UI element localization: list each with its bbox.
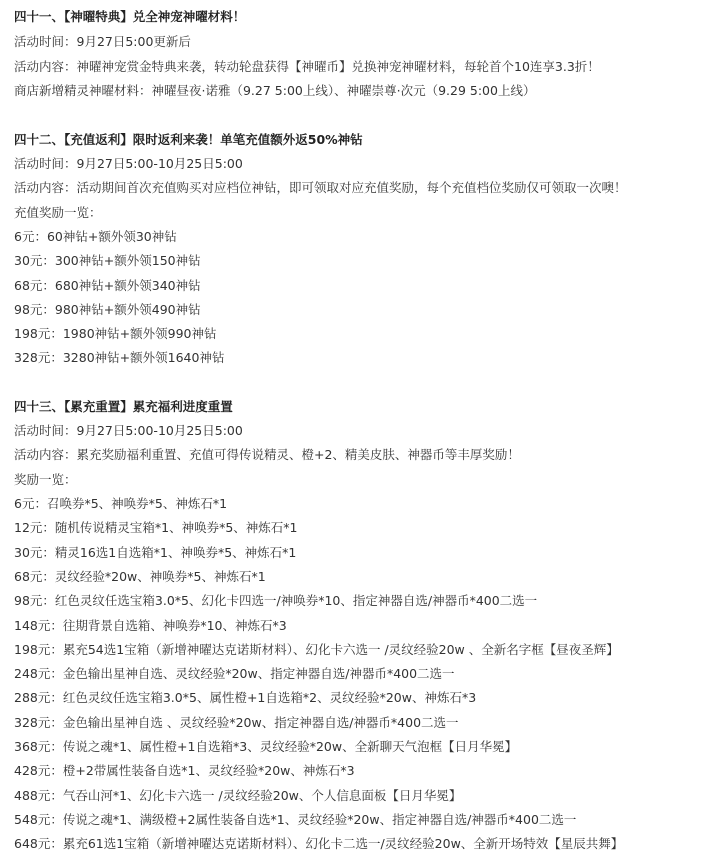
section-43-line: 活动内容：累充奖励福利重置、充值可得传说精灵、橙+2、精美皮肤、神器币等丰厚奖励！ (14, 447, 520, 462)
section-43-line: 68元：灵纹经验*20w、神唤券*5、神炼石*1 (14, 569, 266, 584)
section-42-line: 充值奖励一览： (14, 205, 102, 220)
section-43-line: 428元：橙+2带属性装备自选*1、灵纹经验*20w、神炼石*3 (14, 763, 355, 778)
section-43-line: 98元：红色灵纹任选宝箱3.0*5、幻化卡四选一/神唤券*10、指定神器自选/神器币*400二选一 (14, 593, 538, 608)
section-42-line: 活动时间：9月27日5:00-10月25日5:00 (14, 156, 243, 171)
section-43-line: 488元：气吞山河*1、幻化卡六选一 /灵纹经验20w、个人信息面板【日月华冕】 (14, 788, 462, 803)
section-42-line: 98元：980神钻+额外领490神钻 (14, 302, 201, 317)
section-43-line: 148元：往期背景自选箱、神唤券*10、神炼石*3 (14, 618, 287, 633)
section-43-line: 奖励一览： (14, 472, 77, 487)
section-41-line: 活动内容：神曜神宠赏金特典来袭，转动轮盘获得【神曜币】兑换神宠神曜材料，每轮首个10连享3.3折！ (14, 59, 600, 74)
section-43-title: 四十三、【累充重置】累充福利进度重置 (14, 399, 233, 414)
section-42-line: 30元：300神钻+额外领150神钻 (14, 253, 201, 268)
section-41-title: 四十一、【神曜特典】兑全神宠神曜材料！ (14, 9, 246, 24)
section-42-line: 6元：60神钻+额外领30神钻 (14, 229, 177, 244)
section-42-line: 68元：680神钻+额外领340神钻 (14, 278, 201, 293)
section-43-line: 328元：金色输出星神自选 、灵纹经验*20w、指定神器自选/神器币*400二选一 (14, 715, 459, 730)
section-43-line: 288元：红色灵纹任选宝箱3.0*5、属性橙+1自选箱*2、灵纹经验*20w、神炼石*3 (14, 690, 477, 705)
section-42-line: 活动内容：活动期间首次充值购买对应档位神钻，即可领取对应充值奖励，每个充值档位奖励仅可领取一次噢！ (14, 180, 627, 195)
section-43-line: 368元：传说之魂*1、属性橙+1自选箱*3、灵纹经验*20w、全新聊天气泡框【日月华冕】 (14, 739, 518, 754)
section-42-title: 四十二、【充值返利】限时返利来袭！单笔充值额外返50%神钻 (14, 132, 363, 147)
section-43-line: 248元：金色输出星神自选、灵纹经验*20w、指定神器自选/神器币*400二选一 (14, 666, 455, 681)
section-43-line: 30元：精灵16选1自选箱*1、神唤券*5、神炼石*1 (14, 545, 297, 560)
section-43-line: 548元：传说之魂*1、满级橙+2属性装备自选*1、灵纹经验*20w、指定神器自选/神器币*400二选一 (14, 812, 577, 827)
section-43-line: 活动时间：9月27日5:00-10月25日5:00 (14, 423, 243, 438)
section-41-line: 活动时间：9月27日5:00更新后 (14, 34, 191, 49)
section-43-line: 198元：累充54选1宝箱（新增神曜达克诺斯材料）、幻化卡六选一 /灵纹经验20w 、全新名字框【昼夜圣辉】 (14, 642, 619, 657)
section-42-line: 198元：1980神钻+额外领990神钻 (14, 326, 217, 341)
section-41-line: 商店新增精灵神曜材料：神曜昼夜·诺雅（9.27 5:00上线）、神曜崇尊·次元（9.29 5:00上线） (14, 83, 536, 98)
section-42-line: 328元：3280神钻+额外领1640神钻 (14, 350, 225, 365)
section-43-line: 6元：召唤券*5、神唤券*5、神炼石*1 (14, 496, 228, 511)
section-43-line: 648元：累充61选1宝箱（新增神曜达克诺斯材料）、幻化卡二选一/灵纹经验20w、全新开场特效【星辰共舞】 (14, 836, 624, 851)
section-43-line: 12元：随机传说精灵宝箱*1、神唤券*5、神炼石*1 (14, 520, 298, 535)
